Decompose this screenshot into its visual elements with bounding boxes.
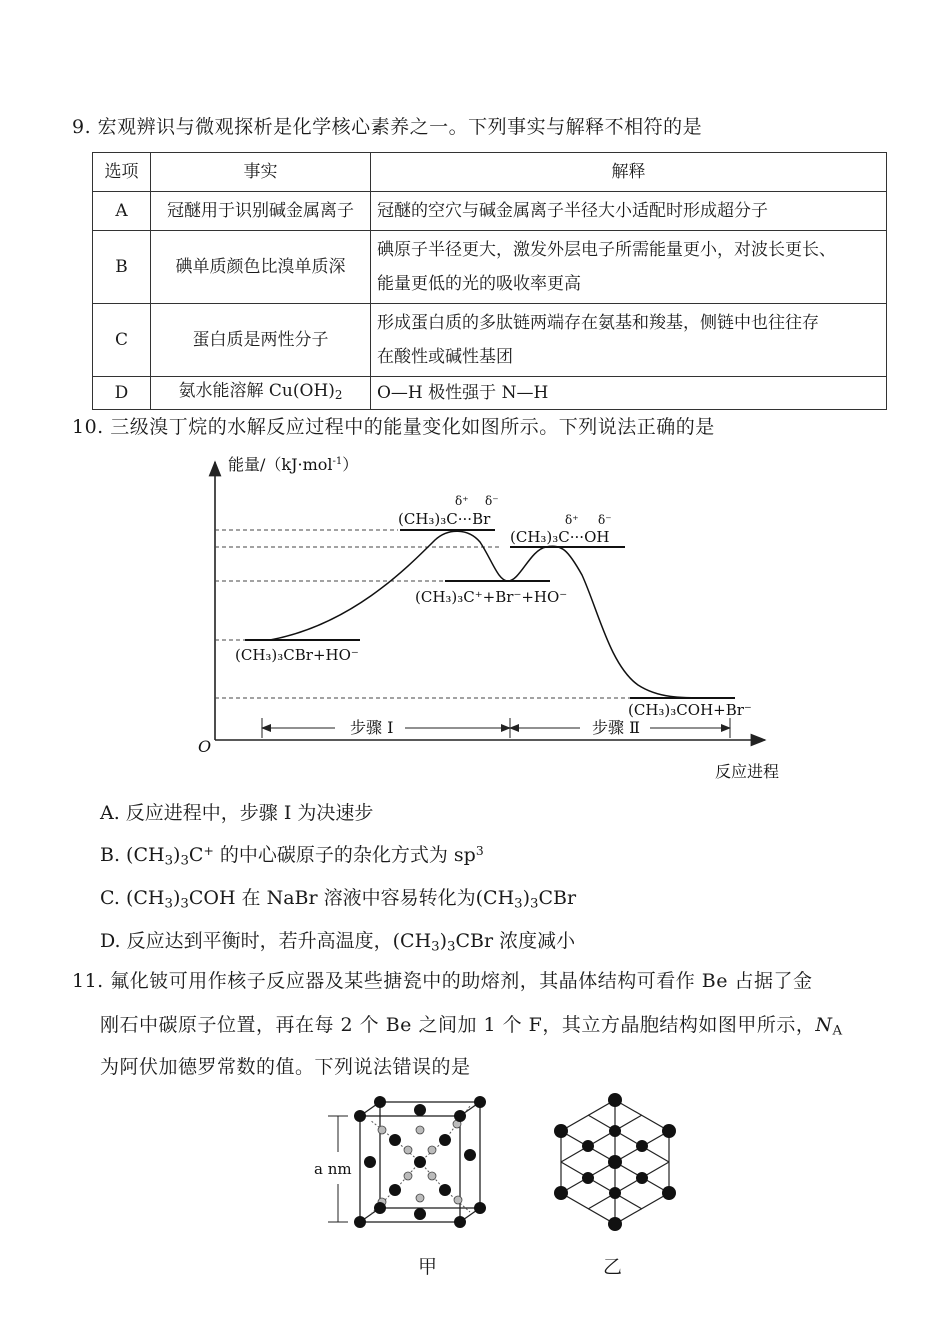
energy-levels xyxy=(245,530,735,698)
row-a-option: A xyxy=(93,192,151,231)
y-axis-label: 能量/（kJ·mol$^{-1}$） xyxy=(228,455,359,474)
row-b-explain xyxy=(371,231,887,304)
row-a-explain: 冠醚的空穴与碱金属离子半径大小适配时形成超分子 xyxy=(371,192,887,231)
energy-diagram xyxy=(190,450,810,790)
table-row xyxy=(93,231,887,304)
row-b-fact: 碘单质颜色比溴单质深 xyxy=(151,231,371,304)
row-c-explain-line2: 在酸性或碱性基团 xyxy=(377,347,513,367)
ts1-delta-minus: δ⁻ xyxy=(485,494,499,508)
q11-line2: 刚石中碳原子位置，再在每 2 个 Be 之间加 1 个 F，其立方晶胞结构如图甲所示，$N_A$ xyxy=(100,1014,843,1039)
table-row xyxy=(93,377,887,410)
ts2-delta-minus: δ⁻ xyxy=(598,513,612,527)
reference-dashes xyxy=(215,530,630,698)
reactant-label: (CH₃)₃CBr+HO⁻ xyxy=(235,646,359,664)
q10-option-b: B. $(CH_3)_3C^+$ 的中心碳原子的杂化方式为 $sp^3$ xyxy=(100,843,484,869)
header-explain: 解释 xyxy=(371,153,887,192)
step2-label: 步骤 Ⅱ xyxy=(592,718,640,737)
row-d-option: D xyxy=(93,377,151,410)
row-a-fact: 冠醚用于识别碱金属离子 xyxy=(151,192,371,231)
table-header-row xyxy=(93,153,887,192)
intermediate-label: (CH₃)₃C⁺+Br⁻+HO⁻ xyxy=(415,588,568,606)
figure-yi-caption: 乙 xyxy=(603,1256,623,1278)
figure-jia-caption: 甲 xyxy=(418,1256,438,1278)
q10-option-c: C. $(CH_3)_3COH$ 在 NaBr 溶液中容易转化为$(CH_3)_3CBr$ xyxy=(100,887,577,912)
q10-stem: 10. 三级溴丁烷的水解反应过程中的能量变化如图所示。下列说法正确的是 xyxy=(72,416,715,438)
step1-label: 步骤 Ⅰ xyxy=(350,718,394,737)
projection-figure xyxy=(545,1088,685,1238)
q9-table xyxy=(92,152,887,410)
q11-line1: 11. 氟化铍可用作核子反应器及某些搪瓷中的助熔剂，其晶体结构可看作 Be 占据了金 xyxy=(72,970,813,992)
table-row xyxy=(93,304,887,377)
ts2-delta-plus: δ⁺ xyxy=(565,513,579,527)
origin-label: O xyxy=(198,737,212,756)
row-c-option: C xyxy=(93,304,151,377)
row-b-explain-line2: 能量更低的光的吸收率更高 xyxy=(377,274,581,294)
row-d-explain: O—H 极性强于 N—H xyxy=(371,377,887,410)
crystal-cell-figure xyxy=(300,1090,520,1250)
row-d-fact xyxy=(151,377,371,410)
energy-curve xyxy=(270,531,710,698)
row-c-fact: 蛋白质是两性分子 xyxy=(151,304,371,377)
row-d-fact-text: 氨水能溶解 Cu(OH) xyxy=(178,381,335,401)
row-c-explain-line1: 形成蛋白质的多肽链两端存在氨基和羧基，侧链中也往往存 xyxy=(377,313,819,333)
q11-line3: 为阿伏加德罗常数的值。下列说法错误的是 xyxy=(100,1056,471,1078)
table-row xyxy=(93,192,887,231)
row-d-fact-sub: 2 xyxy=(334,387,343,402)
q10-option-a: A. 反应进程中，步骤 Ⅰ 为决速步 xyxy=(100,802,374,824)
ts1-delta-plus: δ⁺ xyxy=(455,494,469,508)
header-fact: 事实 xyxy=(151,153,371,192)
q10-option-d: D. 反应达到平衡时，若升高温度，$(CH_3)_3CBr$ 浓度减小 xyxy=(100,930,576,955)
row-b-option: B xyxy=(93,231,151,304)
header-option: 选项 xyxy=(93,153,151,192)
row-b-explain-line1: 碘原子半径更大，激发外层电子所需能量更小，对波长更长、 xyxy=(377,240,836,260)
x-axis-label: 反应进程 xyxy=(715,762,780,781)
ts2-label: (CH₃)₃C···OH xyxy=(510,528,610,546)
cell-dimension-label: a nm xyxy=(314,1160,352,1178)
ts1-label: (CH₃)₃C···Br xyxy=(398,510,491,528)
step-arrows xyxy=(262,718,730,738)
row-c-explain xyxy=(371,304,887,377)
product-label: (CH₃)₃COH+Br⁻ xyxy=(628,701,752,719)
q9-stem: 9. 宏观辨识与微观探析是化学核心素养之一。下列事实与解释不相符的是 xyxy=(72,116,703,138)
